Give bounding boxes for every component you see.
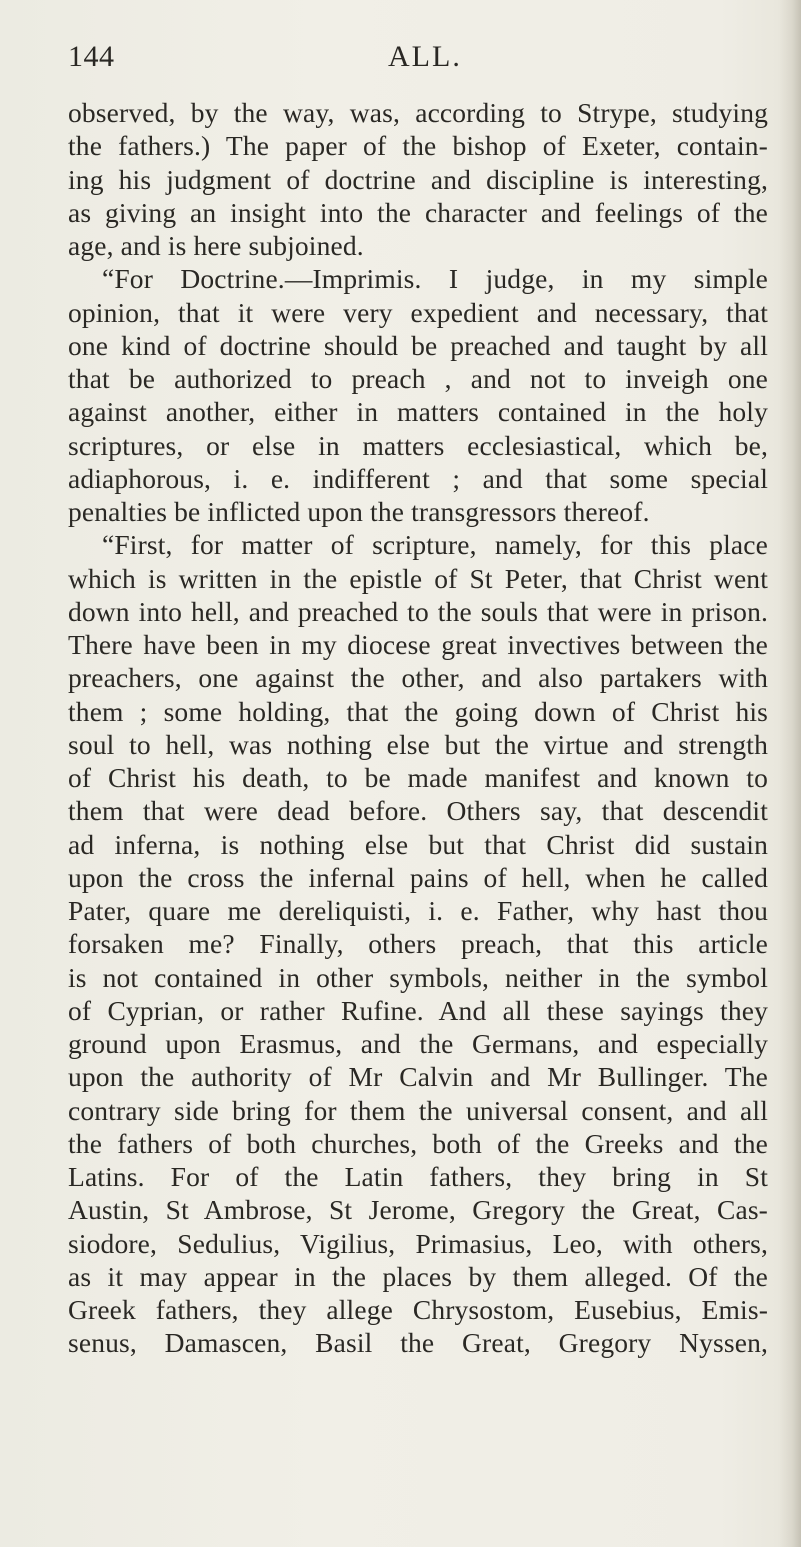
text-line: as giving an insight into the character and feelings of the [68, 196, 768, 228]
text-line: contrary side bring for them the universal consent, and all [68, 1094, 768, 1126]
text-line: ground upon Erasmus, and the Germans, and especially [68, 1028, 768, 1059]
text-line: them that were dead before. Others say, that descendit [68, 795, 768, 827]
text-line: them ; some holding, that the going down of Christ his [68, 695, 768, 727]
text-line: opinion, that it were very expedient and necessary, that [68, 296, 768, 328]
page-number: 144 [68, 40, 115, 73]
text-line: that be authorized to preach , and not to inveigh one [68, 363, 768, 394]
text-line: penalties be inflicted upon the transgressors thereof. [68, 496, 650, 527]
text-line: is not contained in other symbols, neither in the symbol [68, 961, 768, 993]
text-line: There have been in my diocese great invectives between the [68, 629, 768, 660]
page-header [68, 40, 758, 80]
text-line: Latins. For of the Latin fathers, they bring in St [68, 1161, 768, 1192]
text-line: the fathers of both churches, both of the Greeks and the [68, 1127, 768, 1159]
text-line: of Christ his death, to be made manifest and known to [68, 762, 768, 793]
text-line: forsaken me? Finally, others preach, that this article [68, 928, 768, 960]
text-line: “First, for matter of scripture, namely, for this place [102, 529, 768, 561]
body-text [68, 96, 768, 1360]
text-line: Greek fathers, they allege Chrysostom, Eusebius, Emis- [68, 1294, 768, 1325]
text-line: as it may appear in the places by them alleged. Of the [68, 1260, 768, 1292]
text-line: siodore, Sedulius, Vigilius, Primasius, Leo, with others, [68, 1227, 768, 1259]
text-line: the fathers.) The paper of the bishop of Exeter, contain- [68, 130, 768, 162]
text-line: observed, by the way, was, according to Strype, studying [68, 97, 768, 128]
text-line: ing his judgment of doctrine and discipline is interesting, [68, 163, 768, 195]
text-line: senus, Damascen, Basil the Great, Gregory Nyssen, [68, 1327, 768, 1359]
text-line: which is written in the epistle of St Peter, that Christ went [68, 562, 768, 594]
text-line: ad inferna, is nothing else but that Christ did sustain [68, 828, 768, 860]
text-line: upon the cross the infernal pains of hell, when he called [68, 861, 768, 893]
text-line: upon the authority of Mr Calvin and Mr Bullinger. The [68, 1061, 768, 1093]
text-line: soul to hell, was nothing else but the virtue and strength [68, 728, 768, 760]
text-line: scriptures, or else in matters ecclesiastical, which be, [68, 429, 768, 461]
running-title: ALL. [388, 40, 462, 73]
text-line: of Cyprian, or rather Rufine. And all these sayings they [68, 994, 768, 1026]
text-line: Austin, St Ambrose, St Jerome, Gregory the Great, Cas- [68, 1194, 768, 1226]
text-line: age, and is here subjoined. [68, 230, 364, 261]
text-line: adiaphorous, i. e. indifferent ; and that some special [68, 462, 768, 494]
text-line: one kind of doctrine should be preached and taught by all [68, 329, 768, 361]
text-line: against another, either in matters contained in the holy [68, 396, 768, 428]
text-line: down into hell, and preached to the souls that were in prison. [68, 595, 768, 627]
text-line: preachers, one against the other, and also partakers with [68, 662, 768, 694]
text-line: “For Doctrine.—Imprimis. I judge, in my simple [102, 263, 768, 295]
page-edge-shadow [779, 0, 801, 1547]
text-line: Pater, quare me dereliquisti, i. e. Father, why hast thou [68, 895, 768, 926]
